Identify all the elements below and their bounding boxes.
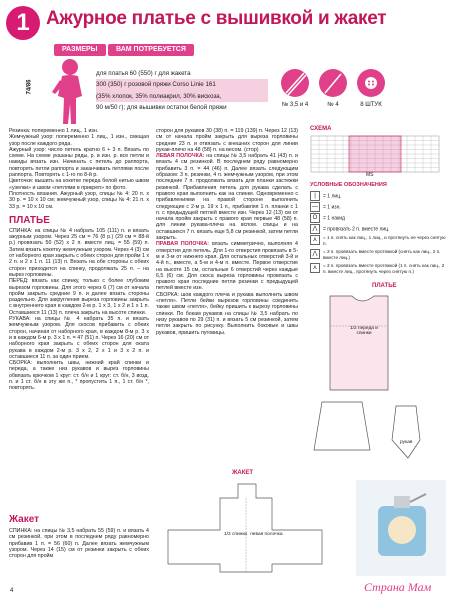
jacket-label: ЖАКЕТ [232, 470, 254, 476]
legend-title: УСЛОВНЫЕ ОБОЗНАЧЕНИЯ [310, 182, 387, 188]
dress-label: ПЛАТЬЕ [372, 283, 397, 289]
paragraph-rib: Резинка: попеременно 1 лиц., 1 изн. [9, 128, 99, 134]
legend-text: = 1 накид [323, 215, 345, 222]
column-1-bottom [9, 514, 149, 559]
dress-piece-label: 1/2 переда и спинки [350, 326, 378, 336]
paragraph-gauge: Плотность вязания. Ажурный узор, спицы № 4: 20 п. x 30 р. = 10 x 10 см; жемчужный узор, спицы № 4: 21 п. x 33 р. = 10 x 10 см. [9, 190, 149, 210]
paragraph-sleeves: РУКАВА: на спицы № 4 набрать 35 п. и вязать жемчужным узором. Для скосов прибавить с обеих сторон, начиная от наборного края, в каждом 8-м р. 3 x и в каждом 6-м р. 3 x 1 п. = 47 (51) п. Через 16 (20) см от наборного края закрыть с обеих сторон для оката рукава в каждом 2-м р. 3 x 2, 2 x 1 и 3 x 2 п. и оставшиеся 11 п. за один прием. [9, 316, 149, 360]
rapport-label: МS [366, 172, 374, 178]
symbol-yarnover-icon: О [310, 213, 320, 223]
legend-list [310, 191, 446, 277]
paragraph-front: ПЕРЕД: вязать как спинку, только с более глубоким вырезом горловины. Для этого через 6 (7) см от начала пройм закрыть средние 9 п. и далее вязать стороны раздельно. Для закругления выреза горловины закрыть с внутреннего края в каждом 2-м р. 1 x 3, 1 x 2 и 1 x 1 п. Оставшиеся 11 (13) п. плеча закрыть на высоте спинки. [9, 278, 149, 316]
needle-size: № 3,5 и 4 [281, 102, 309, 108]
symbol-knit-icon: | [310, 191, 320, 201]
symbol-k2tog-icon: ⋀ [310, 224, 320, 234]
paragraph-jacket-assembly: СБОРКА: шов каждого плеча и рукава выполнить швом «петля». Петли бейки вырезов горловины соединить также швом «петля», бейку пришить к вырезу горловины спинки. По бокам рукавов на спицы № 3,5 набрать по низу рукавов по 29 (31) п. и вязать 5 см резинкой, затем петли закрыть по рисунку. Выполнить боковые и швы рукавов, пришить пуговицы. [156, 291, 298, 336]
paragraph-flowers: Цветочки: вышить на кокетке переда белой нитью швом «узелки» и швом «петлями в прикреп» по фото. [9, 178, 149, 191]
materials-line: (35% хлопок, 35% полиакрил, 30% вискоза, [96, 91, 268, 102]
materials-line: 90 м/50 г); для вышивки остатки белой пряжи [96, 104, 227, 112]
paragraph-right-front: вязать симметрично, выполняя 4 отверстия для петель. Для 1-го отверстия провязать в 5-м и 3-м от нижнего края. Для остальных отверстий 3-й и 4-й п., вместе, а 5-м и 4-м п. вместе. Первое отверстие на высоте 15 см, остальные 6 отверстий через каждые 6,5 (6) см. Для скоса выреза горловины провязать с правого края последние петли резинки с предыдущей петлей вместе изн. [156, 241, 298, 292]
legend-item [310, 191, 446, 202]
music-box-photo [356, 480, 446, 576]
heading-jacket: Жакет [9, 514, 40, 525]
symbol-k3tog-icon: ⋀ [310, 249, 320, 259]
legend-text: = 1 изн. [323, 204, 341, 211]
symbol-sk2p-icon: ⋏ [310, 263, 320, 273]
watermark: Страна Мам [364, 580, 432, 594]
size-label: 74/86 [26, 79, 33, 95]
sleeve-piece-label: рукав [400, 440, 413, 445]
legend-item [310, 224, 446, 235]
legend-text: = 1 лиц. [323, 193, 342, 200]
legend-item [310, 235, 446, 249]
column-2 [156, 128, 298, 336]
buttons-count: 8 ШТУК [360, 102, 382, 108]
paragraph-lace: Ажурный узор: число петель кратно 6 + 3 п. Вязать по схеме. На схеме указаны ряды, р. в изн. р. все петли и накиды вязать изн. Начинать с петель до раппорта, повторять петли раппорта и заканчивать петлями после раппорта. Повторять с 1-го по 8-й р. [9, 146, 149, 179]
heading-dress: ПЛАТЬЕ [9, 214, 50, 226]
materials-line: для платья 60 (550) г для жакета [96, 70, 191, 77]
materials-tab: ВАМ ПОТРЕБУЕТСЯ [108, 44, 194, 56]
jacket-schematic [160, 478, 340, 574]
page-title: Ажурное платье с вышивкой и жакет [46, 8, 387, 29]
paragraph-back: СПИНКА: на спицы № 4 набрать 105 (111) п. и вязать ажурным узором. Через 25 см = 76 (8 р.) (29 см = 88-й р.) провязать 50 (52) x 2 п. вместе лиц. = 55 (59) п. Затем вязать кокетку жемчужным узором. Через 4 (3) см от наборного края закрыть с обеих сторон для пройм 1 x 2 п. и 2 x 1 п. 11 (13) п. Вязать на обе стороны с обеих сторон приходится на спинку, продолжать 25 п. – на вырез горловины. [9, 227, 150, 278]
legend-text: = 3 п. провязать вместе протяжкой (1 п. снять как лиц., 2 п. вместе лиц., протянуть через снятую п.) [323, 263, 445, 274]
legend-text: = провязать 2 п. вместе лиц. [323, 226, 390, 233]
baby-silhouette-icon [40, 56, 90, 128]
legend-item [310, 263, 446, 277]
paragraph-left-front: на спицы № 3,5 набрать 41 (43) п. и вязать 4 см резинкой. В последнем ряду равномерно прибавить 3 п. = 44 (46) п. Далее вязать следующим образом: 3 п. резинки, 4 п. жемчужным узором, при этом последние 7 п. продолжать вязать для планки застежки резинкой. Прибавления петель для рукава сделать с правого края выполнить как на спинке. Одновременно с прибавлениями на правой стороне выполнить следующие с 2-м р. 19 x 1 п., прибавляя 1 п. планки с 1 п. с предыдущей петлей вместе изн. Через 12 (13) см от начала пройм закрыть с правого края первые 48 (58) п. для линии рукава-плеча на вспом. спицы и на оставшихся 7 п. вязать еще 5,8 см резинкой, затем петли закрыть. [156, 153, 299, 242]
section-number-badge: 1 [6, 6, 40, 40]
legend-item [310, 202, 446, 213]
jacket-front-label: левая полочка [250, 532, 283, 537]
materials-line: 300 (350) г розовой пряжи Corso Linie 161 [96, 79, 268, 90]
sizes-tab: РАЗМЕРЫ [54, 44, 106, 56]
heading-right-front: ПРАВАЯ ПОЛОЧКА: [156, 241, 210, 248]
legend-text: = 1 п. снять как лиц., 1 лиц., и протянуть ее через снятую п. [323, 235, 446, 246]
buttons-icon [356, 66, 386, 100]
paragraph-moss: Жемчужный узор: попеременно 1 лиц., 1 изн., смещая узор после каждого ряда. [9, 134, 149, 147]
paragraph-jacket-back: СПИНКА: на спицы № 3,5 набрать 55 (59) п. и вязать 4 см резинкой, при этом в последнем ряду равномерно прибавив 1 п. = 56 (60) п. Далее вязать жемчужным узором. Через 14 (15) см от резинки закрыть с обеих сторон для пройм [9, 528, 149, 560]
scheme-title: СХЕМА [310, 126, 332, 132]
symbol-ssk-icon: ⋏ [310, 235, 320, 245]
paragraph-jacket-cont: сторон для рукавов 30 (38) п. = 119 (139) п. Через 12 (13) см от начала пройм закрыть для выреза горловины средние 23 п. и отвязать с внешних сторон для линии рукав-плечо на 48 (58) п. на весом. (стор) [156, 128, 298, 153]
materials-list [96, 68, 268, 116]
dress-schematic [312, 290, 446, 470]
crochet-hook-icon [318, 66, 348, 100]
lace-chart [309, 134, 443, 180]
column-1 [9, 128, 149, 392]
page-number: 4 [10, 588, 14, 594]
heading-left-front: ЛЕВАЯ ПОЛОЧКА: [156, 153, 205, 160]
jacket-back-label: 1/2 спинки [224, 532, 248, 537]
knitting-needles-icon [280, 66, 310, 100]
legend-item [310, 213, 446, 224]
legend-item [310, 249, 446, 263]
legend-text: = 3 п. провязать вместе протяжкой (снять как лиц., 2 п. вместе лиц.) [323, 249, 441, 260]
paragraph-assembly: СБОРКА: выполнить швы, нижний край спинки и переда, а также низ рукавов и вырез горловины обвязать крючком 1 круг: ст. б/н и 1 круг: ст. б/н, 3 возд. п. и 1 ст. б/н в эту же п., * пропустить 1 п., 1 ст. б/н *, повторять. [9, 360, 149, 392]
hook-size: № 4 [327, 102, 339, 108]
symbol-purl-icon: — [312, 204, 318, 210]
